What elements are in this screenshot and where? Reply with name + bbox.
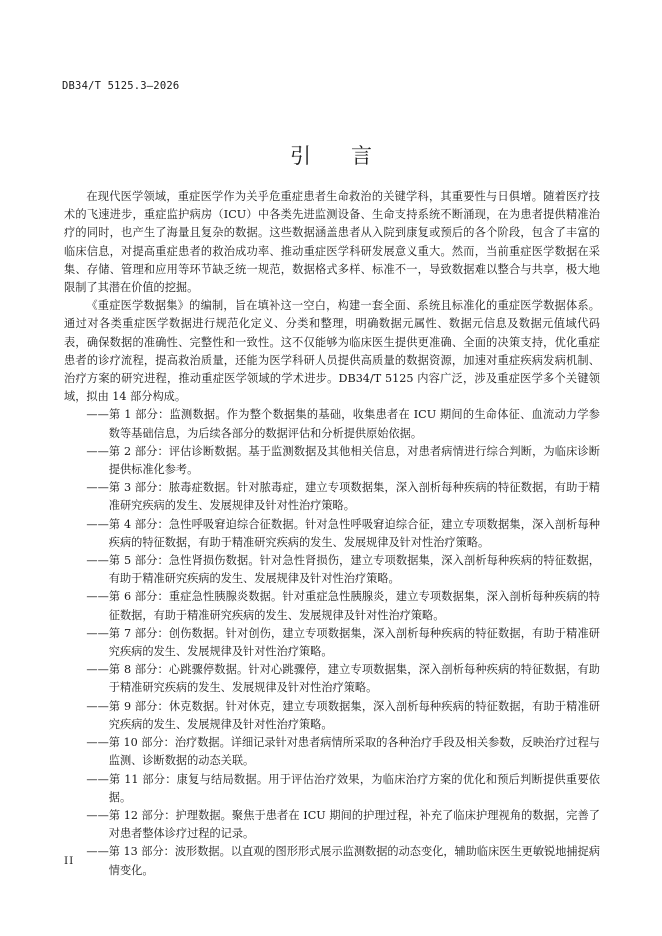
part-item: ——第 13 部分：波形数据。以直观的图形形式展示监测数据的动态变化，辅助临床医生更敏锐地捕捉病情变化。 xyxy=(86,845,600,877)
introduction-body xyxy=(64,188,600,880)
part-item: ——第 12 部分：护理数据。聚焦于患者在 ICU 期间的护理过程，补充了临床护理视角的数据，完善了对患者整体诊疗过程的记录。 xyxy=(86,808,600,841)
part-item: ——第 2 部分：评估诊断数据。基于监测数据及其他相关信息，对患者病情进行综合判断，为临床诊断提供标准化参考。 xyxy=(86,444,600,477)
part-item: ——第 3 部分：脓毒症数据。针对脓毒症，建立专项数据集，深入剖析每种疾病的特征数据，有助于精准研究疾病的发生、发展规律及针对性治疗策略。 xyxy=(86,481,600,513)
part-item: ——第 4 部分：急性呼吸窘迫综合征数据。针对急性呼吸窘迫综合征，建立专项数据集，深入剖析每种疾病的特征数据，有助于精准研究疾病的发生、发展规律及针对性治疗策略。 xyxy=(86,517,600,549)
page-number: II xyxy=(64,855,75,867)
part-item: ——第 5 部分：急性肾损伤数据。针对急性肾损伤，建立专项数据集，深入剖析每种疾病的特征数据，有助于精准研究疾病的发生、发展规律及针对性治疗策略。 xyxy=(86,554,600,586)
part-item: ——第 1 部分：监测数据。作为整个数据集的基础，收集患者在 ICU 期间的生命体征、血流动力学参数等基础信息，为后续各部分的数据评估和分析提供原始依据。 xyxy=(86,408,600,440)
part-item: ——第 10 部分：治疗数据。详细记录针对患者病情所采取的各种治疗手段及相关参数，反映治疗过程与监测、诊断数据的动态关联。 xyxy=(86,736,600,768)
intro-paragraph: 在现代医学领域，重症医学作为关乎危重症患者生命救治的关键学科，其重要性与日俱增。随着医疗技术的飞速进步，重症监护病房（ICU）中各类先进监测设备、生命支持系统不断涌现，在为患者提供精准治疗的同时，也产生了海量且复杂的数据。这些数据涵盖患者从入院到康复或预后的各个阶段，包含了丰富的临床信息，对提高重症患者的救治成功率、推动重症医学科研发展意义重大。然而，当前重症医学数据在采集、存储、管理和应用等环节缺乏统一规范，数据格式多样、标准不一，导致数据难以整合与共享，极大地限制了其潜在价值的挖掘。 xyxy=(64,190,600,295)
part-item: ——第 11 部分：康复与结局数据。用于评估治疗效果，为临床治疗方案的优化和预后判断提供重要依据。 xyxy=(86,772,600,804)
part-item: ——第 7 部分：创伤数据。针对创伤，建立专项数据集，深入剖析每种疾病的特征数据，有助于精准研究疾病的发生、发展规律及针对性治疗策略。 xyxy=(86,626,600,659)
part-item: ——第 8 部分：心跳骤停数据。针对心跳骤停，建立专项数据集，深入剖析每种疾病的特征数据，有助于精准研究疾病的发生、发展规律及针对性治疗策略。 xyxy=(86,663,600,695)
part-item: ——第 6 部分：重症急性胰腺炎数据。针对重症急性胰腺炎，建立专项数据集，深入剖析每种疾病的特征数据，有助于精准研究疾病的发生、发展规律及针对性治疗策略。 xyxy=(86,590,600,622)
page-title: 引言 xyxy=(290,144,412,168)
document-code: DB34/T 5125.3—2026 xyxy=(62,80,180,92)
part-item: ——第 9 部分：休克数据。针对休克，建立专项数据集，深入剖析每种疾病的特征数据，有助于精准研究疾病的发生、发展规律及针对性治疗策略。 xyxy=(86,699,600,731)
parts-list xyxy=(64,406,600,879)
intro-paragraph: 《重症医学数据集》的编制，旨在填补这一空白，构建一套全面、系统且标准化的重症医学数据体系。通过对各类重症医学数据进行规范化定义、分类和整理，明确数据元属性、数据元信息及数据元值域代码表，确保数据的准确性、完整性和一致性。这不仅能够为临床医生提供更准确、全面的决策支持，优化重症患者的诊疗流程，提高救治质量，还能为医学科研人员提供高质量的数据资源，加速对重症疾病发病机制、治疗方案的研究进程，推动重症医学领域的学术进步。DB34/T 5125 内容广泛，涉及重症医学多个关键领域，拟由 14 部分构成。 xyxy=(64,299,600,404)
